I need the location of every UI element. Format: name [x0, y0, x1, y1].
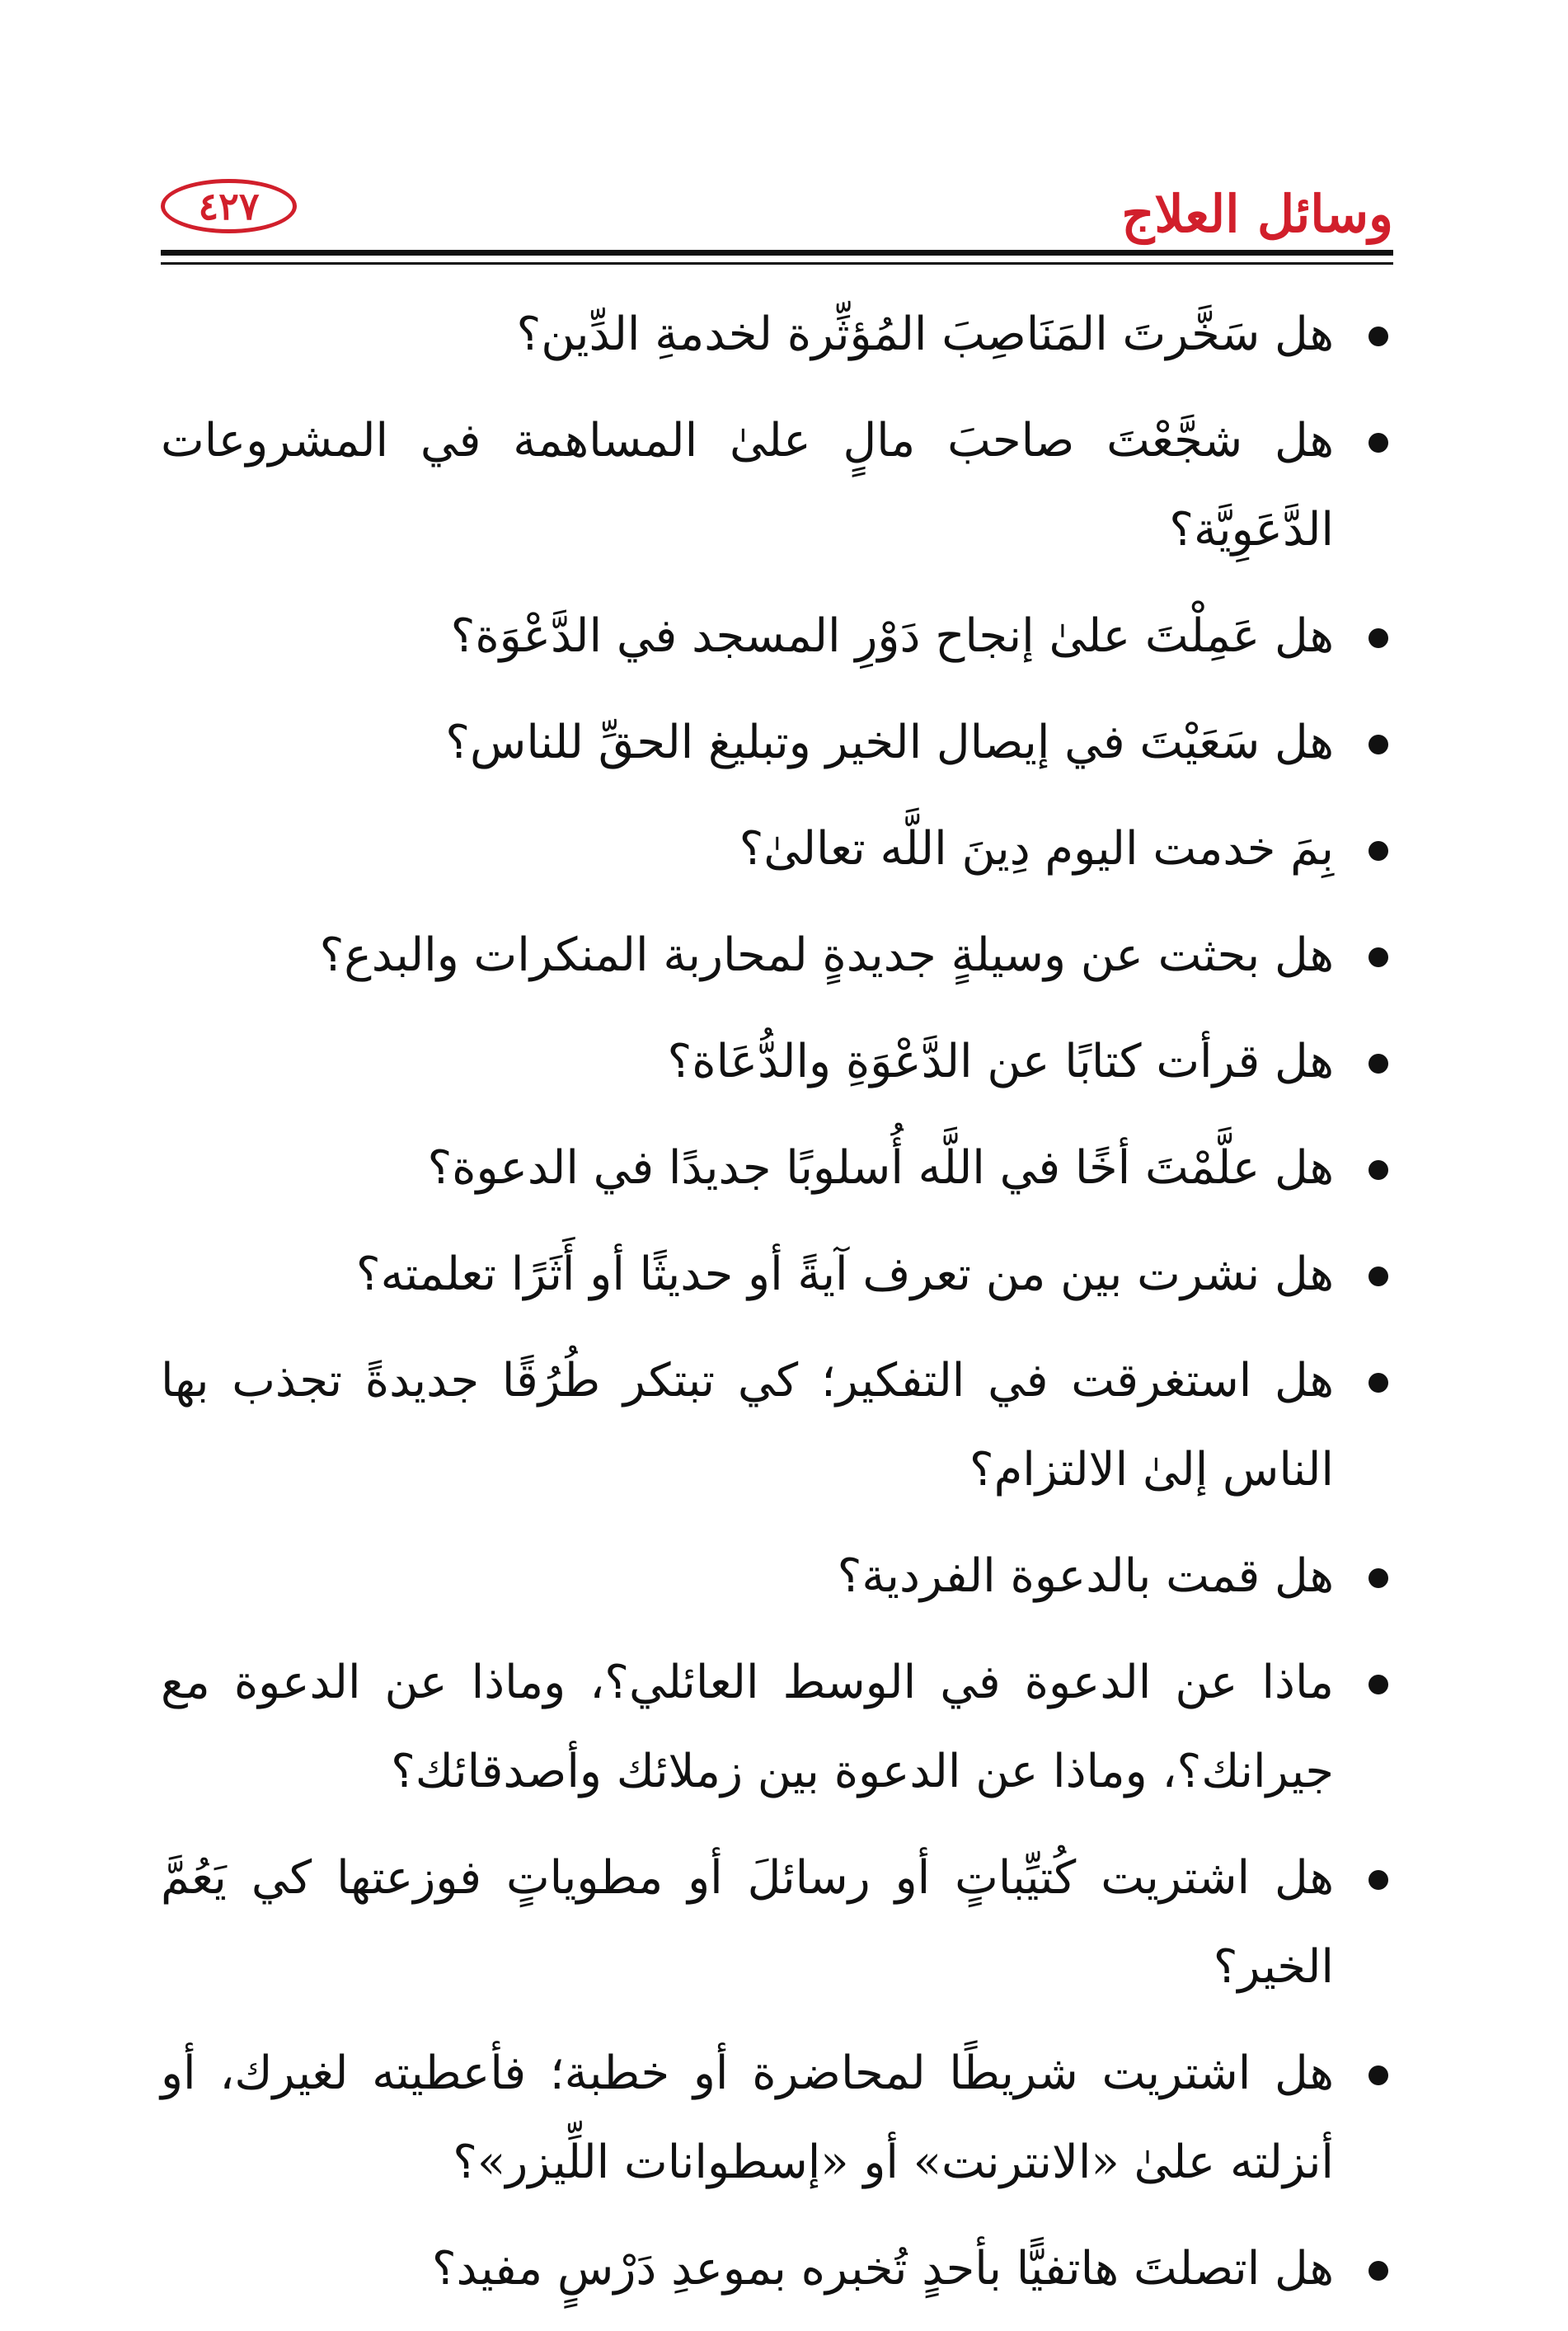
- bullet-icon: [1368, 841, 1388, 861]
- list-item: [161, 1532, 1393, 1621]
- bullet-icon: [1368, 947, 1388, 967]
- list-item: [161, 1337, 1393, 1515]
- question-text: هل استغرقت في التفكير؛ كي تبتكر طُرُقًا جديدةً تجذب بها الناس إلىٰ الالتزام؟: [161, 1354, 1334, 1497]
- list-item: [161, 592, 1393, 681]
- bullet-icon: [1368, 1675, 1388, 1694]
- bullet-icon: [1368, 628, 1388, 648]
- bullet-icon: [1368, 735, 1388, 754]
- question-text: هل سَخَّرتَ المَنَاصِبَ المُؤثِّرة لخدمةِ الدِّين؟: [516, 308, 1334, 361]
- question-text: هل اتصلتَ هاتفيًّا بأحدٍ تُخبره بموعدِ دَرْسٍ مفيد؟: [431, 2242, 1334, 2296]
- header-rule-thin: [161, 262, 1393, 265]
- question-text: هل قرأت كتابًا عن الدَّعْوَةِ والدُّعَاة؟: [667, 1035, 1334, 1088]
- question-text: هل بحثت عن وسيلةٍ جديدةٍ لمحاربة المنكرات والبدع؟: [319, 928, 1334, 982]
- question-text: هل اشتريت شريطًا لمحاضرة أو خطبة؛ فأعطيته لغيرك، أو أنزلته علىٰ «الانترنت» أو «إسطوانات اللِّيزر»؟: [161, 2047, 1334, 2189]
- header-rule-thick: [161, 250, 1393, 256]
- question-text: بِمَ خدمت اليوم دِينَ اللَّه تعالىٰ؟: [739, 822, 1334, 876]
- bullet-icon: [1368, 1054, 1388, 1074]
- list-item: [161, 1834, 1393, 2012]
- bullet-icon: [1368, 327, 1388, 346]
- list-item: [161, 911, 1393, 1000]
- bullet-icon: [1368, 2065, 1388, 2085]
- questions-list: [161, 290, 1393, 2331]
- list-item: [161, 2225, 1393, 2314]
- list-item: [161, 698, 1393, 787]
- list-item: [161, 1638, 1393, 1816]
- page-header: [161, 161, 1393, 251]
- bullet-icon: [1368, 433, 1388, 453]
- chapter-title: وسائل العلاج: [1121, 184, 1393, 244]
- list-item: [161, 397, 1393, 575]
- bullet-icon: [1368, 1373, 1388, 1393]
- bullet-icon: [1368, 1568, 1388, 1588]
- list-item: [161, 290, 1393, 379]
- question-text: هل عَمِلْتَ علىٰ إنجاح دَوْرِ المسجد في الدَّعْوَة؟: [450, 609, 1334, 663]
- question-text: هل قمت بالدعوة الفردية؟: [837, 1549, 1334, 1603]
- question-text: هل اشتريت كُتيِّباتٍ أو رسائلَ أو مطوياتٍ فوزعتها كي يَعُمَّ الخير؟: [161, 1851, 1334, 1994]
- question-text: ماذا عن الدعوة في الوسط العائلي؟، وماذا عن الدعوة مع جيرانك؟، وماذا عن الدعوة بين زملائك وأصدقائك؟: [161, 1656, 1334, 1798]
- list-item: [161, 805, 1393, 894]
- question-text: هل سَعَيْتَ في إيصال الخير وتبليغ الحقِّ للناس؟: [445, 716, 1334, 769]
- question-text: هل نشرت بين من تعرف آيةً أو حديثًا أو أَثَرًا تعلمته؟: [355, 1248, 1334, 1301]
- question-text: هل علَّمْتَ أخًا في اللَّه أُسلوبًا جديدًا في الدعوة؟: [427, 1141, 1334, 1195]
- bullet-icon: [1368, 1870, 1388, 1890]
- bullet-icon: [1368, 2261, 1388, 2281]
- page-number-badge: ٤٢٧: [161, 179, 297, 233]
- list-item: [161, 1017, 1393, 1107]
- bullet-icon: [1368, 1160, 1388, 1180]
- list-item: [161, 1230, 1393, 1319]
- bullet-icon: [1368, 1267, 1388, 1286]
- question-text: هل شجَّعْتَ صاحبَ مالٍ علىٰ المساهمة في المشروعات الدَّعَوِيَّة؟: [161, 414, 1334, 557]
- list-item: [161, 1124, 1393, 1213]
- list-item: [161, 2029, 1393, 2207]
